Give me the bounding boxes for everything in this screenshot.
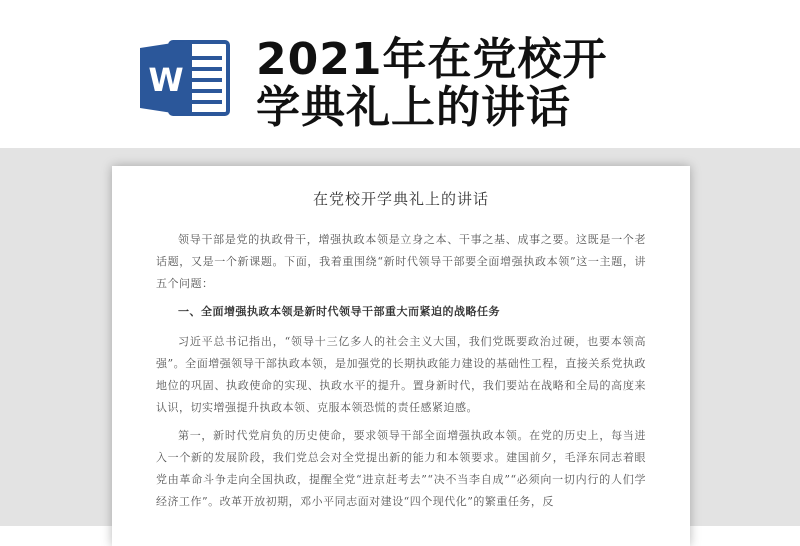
paragraph-quote: 习近平总书记指出，“领导十三亿多人的社会主义大国，我们党既要政治过硬，也要本领高强”。全面增强领导干部执政本领，是加强党的长期执政能力建设的基础性工程，直接关系党执政地位的巩固、执政使命的实现、执政水平的提升。置身新时代，我们要站在战略和全局的高度来认识，切实增强提升执政本领、克服本领恐慌的责任感紧迫感。 [156, 335, 646, 414]
page-title [256, 36, 607, 132]
title-line-1: 2021年在党校开 [256, 34, 608, 85]
paragraph-intro: 领导干部是党的执政骨干，增强执政本领是立身之本、干事之基、成事之要。这既是一个老话题，又是一个新课题。下面，我着重围绕“新时代领导干部要全面增强执政本领”这一主题，讲五个问题： [156, 233, 646, 290]
paragraph-first-point: 第一，新时代党肩负的历史使命，要求领导干部全面增强执政本领。在党的历史上，每当进入一个新的发展阶段，我们党总会对全党提出新的能力和本领要求。建国前夕，毛泽东同志着眼党由革命斗争走向全国执政，提醒全党“进京赶考去”“决不当李自成”“必须向一切内行的人们学经济工作”。改革开放初期，邓小平同志面对建设“四个现代化”的繁重任务，反 [156, 429, 646, 508]
title-line-2: 学典礼上的讲话 [256, 82, 571, 133]
document-page [112, 166, 690, 546]
section-title-1: 一、全面增强执政本领是新时代领导干部重大而紧迫的战略任务 [178, 305, 500, 318]
document-heading: 在党校开学典礼上的讲话 [312, 190, 489, 208]
word-icon-letter: W [148, 61, 184, 99]
word-icon [140, 38, 230, 118]
